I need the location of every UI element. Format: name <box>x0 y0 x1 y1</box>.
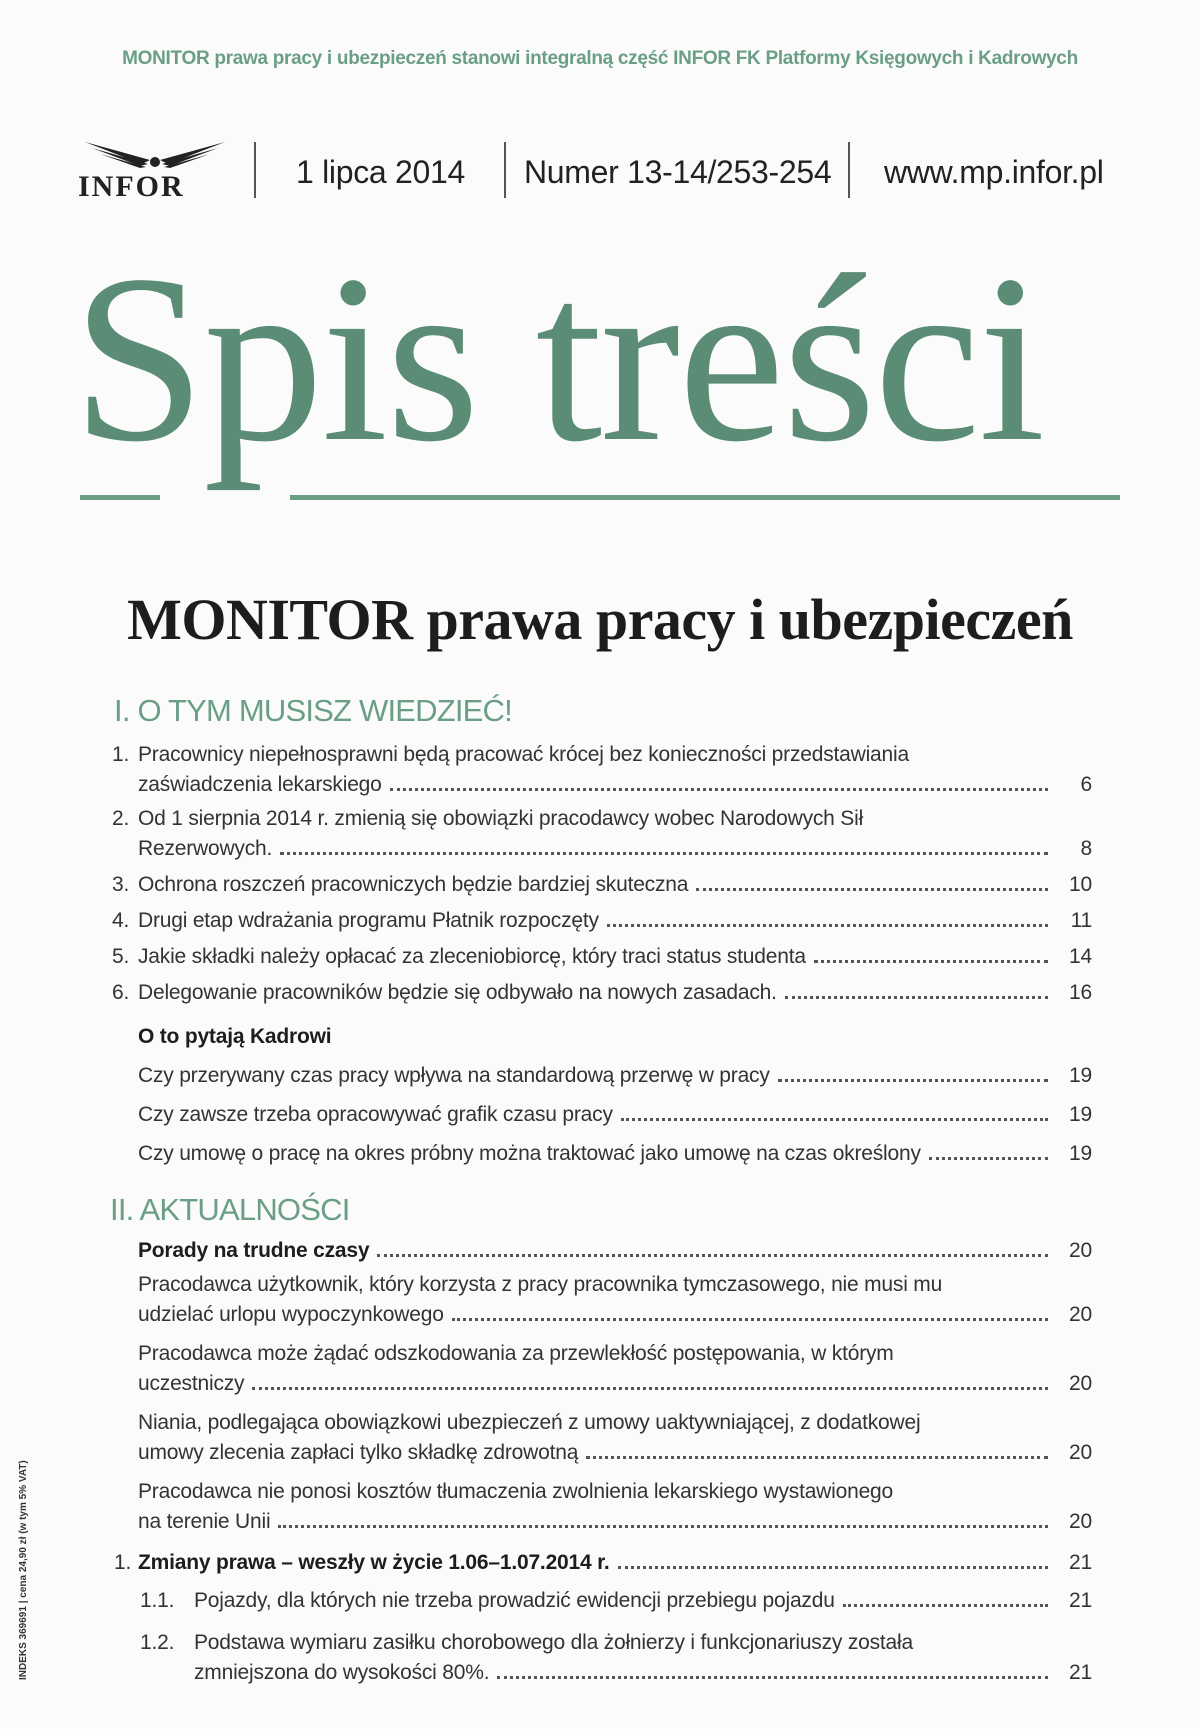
leader-dots <box>390 788 1048 791</box>
leader-dots <box>586 1456 1048 1459</box>
entry-title-line: Czy umowę o pracę na okres próbny można traktować jako umowę na czas określony <box>138 1142 921 1165</box>
entry-title-line: udzielać urlopu wypoczynkowego <box>138 1303 444 1326</box>
leader-dots <box>280 852 1048 855</box>
page-number: 21 <box>1069 1551 1092 1574</box>
table-of-contents <box>112 0 1092 1729</box>
index-price-note: INDEKS 369691 | cena 24,90 zł (w tym 5% VAT) <box>18 1460 29 1680</box>
page-number: 20 <box>1069 1372 1092 1395</box>
top-banner: MONITOR prawa pracy i ubezpieczeń stanowi integralną część INFOR FK Platformy Księgowych i Kadrowych <box>122 48 1078 69</box>
website-link[interactable]: www.mp.infor.pl <box>884 154 1104 190</box>
leader-dots <box>778 1079 1048 1082</box>
issue-number: Numer 13-14/253-254 <box>524 154 832 190</box>
page-number: 20 <box>1069 1303 1092 1326</box>
entry-number: 1. <box>112 743 130 766</box>
page-number: 21 <box>1069 1589 1092 1612</box>
leader-dots <box>929 1157 1048 1160</box>
entry-title-line: Jakie składki należy opłacać za zleceniobiorcę, który traci status studenta <box>138 945 806 968</box>
toc-entry[interactable] <box>112 1628 1092 1688</box>
entry-number: 1.2. <box>140 1631 175 1654</box>
entry-title-line: Pracodawca może żądać odszkodowania za przewlekłość postępowania, w którym <box>138 1342 894 1365</box>
toc-entry[interactable] <box>112 1477 1092 1537</box>
leader-dots <box>814 960 1048 963</box>
entry-title-line: Podstawa wymiaru zasiłku chorobowego dla żołnierzy i funkcjonariuszy została <box>194 1631 913 1654</box>
section-heading: I. O TYM MUSISZ WIEDZIEĆ! <box>114 693 512 728</box>
leader-dots <box>278 1525 1048 1528</box>
entry-number: 6. <box>112 981 130 1004</box>
entry-title-line: uczestniczy <box>138 1372 245 1395</box>
entry-title-line: Ochrona roszczeń pracowniczych będzie bardziej skuteczna <box>138 873 689 896</box>
issue-date: 1 lipca 2014 <box>296 154 465 190</box>
entry-title-line: Czy zawsze trzeba opracowywać grafik czasu pracy <box>138 1103 613 1126</box>
entry-title-line: Czy przerywany czas pracy wpływa na standardową przerwę w pracy <box>138 1064 770 1087</box>
entry-title-line: Pracownicy niepełnosprawni będą pracować krócej bez konieczności przedstawiania <box>138 743 909 766</box>
toc-entry[interactable] <box>112 978 1092 1008</box>
page-number: 10 <box>1069 873 1092 896</box>
toc-entry[interactable] <box>112 870 1092 900</box>
entry-title-line: Drugi etap wdrażania programu Płatnik rozpoczęty <box>138 909 599 932</box>
leader-dots <box>843 1604 1048 1607</box>
entry-title-line: Delegowanie pracowników będzie się odbywało na nowych zasadach. <box>138 981 777 1004</box>
toc-entry[interactable] <box>112 1408 1092 1468</box>
page-number: 21 <box>1069 1661 1092 1684</box>
toc-entry[interactable] <box>112 740 1092 800</box>
page-number: 19 <box>1069 1064 1092 1087</box>
toc-entry[interactable] <box>112 1139 1092 1169</box>
entry-title-line: Od 1 sierpnia 2014 r. zmienią się obowiązki pracodawcy wobec Narodowych Sił <box>138 807 864 830</box>
page-number: 6 <box>1080 773 1092 796</box>
entry-title-line: zaświadczenia lekarskiego <box>138 773 382 796</box>
entry-title-line: na terenie Unii <box>138 1510 271 1533</box>
page-number: 20 <box>1069 1441 1092 1464</box>
entry-title-line: Rezerwowych. <box>138 837 273 860</box>
entry-title-line: Pracodawca nie ponosi kosztów tłumaczenia zwolnienia lekarskiego wystawionego <box>138 1480 894 1503</box>
toc-entry[interactable] <box>112 1236 1092 1266</box>
leader-dots <box>497 1676 1048 1679</box>
leader-dots <box>252 1387 1048 1390</box>
toc-entry[interactable] <box>112 1100 1092 1130</box>
page-number: 20 <box>1069 1510 1092 1533</box>
toc-entry[interactable] <box>112 1548 1092 1578</box>
entry-title-line: zmniejszona do wysokości 80%. <box>194 1661 490 1684</box>
entry-number: 2. <box>112 807 130 830</box>
section-heading: II. AKTUALNOŚCI <box>110 1192 350 1227</box>
page-number: 14 <box>1069 945 1092 968</box>
entry-number: 3. <box>112 873 130 896</box>
leader-dots <box>696 888 1048 891</box>
entry-number: 1.1. <box>140 1589 175 1612</box>
toc-entry[interactable] <box>112 804 1092 864</box>
page-number: 19 <box>1069 1142 1092 1165</box>
entry-number: 1. <box>114 1551 132 1574</box>
logo-text: INFOR <box>78 170 185 203</box>
leader-dots <box>452 1318 1048 1321</box>
leader-dots <box>377 1254 1048 1257</box>
leader-dots <box>785 996 1048 999</box>
leader-dots <box>621 1118 1048 1121</box>
leader-dots <box>607 924 1048 927</box>
publication-title: MONITOR prawa pracy i ubezpieczeń <box>127 587 1073 652</box>
entry-title-line: umowy zlecenia zapłaci tylko składkę zdrowotną <box>138 1441 579 1464</box>
toc-entry[interactable] <box>112 1339 1092 1399</box>
page-number: 16 <box>1069 981 1092 1004</box>
leader-dots <box>618 1566 1048 1569</box>
page-number: 8 <box>1080 837 1092 860</box>
toc-entry[interactable] <box>112 1061 1092 1091</box>
page-number: 20 <box>1069 1239 1092 1262</box>
toc-entry[interactable] <box>112 906 1092 936</box>
entry-number: 5. <box>112 945 130 968</box>
entry-number: 4. <box>112 909 130 932</box>
toc-entry[interactable] <box>112 942 1092 972</box>
page-number: 19 <box>1069 1103 1092 1126</box>
page-number: 11 <box>1070 909 1092 932</box>
entry-title-line: Niania, podlegająca obowiązkowi ubezpieczeń z umowy uaktywniającej, z dodatkowej <box>138 1411 921 1434</box>
toc-entry[interactable] <box>112 1586 1092 1616</box>
page-title: Spis treści <box>72 225 1044 491</box>
toc-entry[interactable] <box>112 1270 1092 1330</box>
entry-title-line: Zmiany prawa – weszły w życie 1.06–1.07.2014 r. <box>138 1551 610 1574</box>
subsection-heading: O to pytają Kadrowi <box>138 1025 332 1048</box>
entry-title-line: Pojazdy, dla których nie trzeba prowadzić ewidencji przebiegu pojazdu <box>194 1589 835 1612</box>
entry-title-line: Pracodawca użytkownik, który korzysta z pracy pracownika tymczasowego, nie musi mu <box>138 1273 943 1296</box>
entry-title-line: Porady na trudne czasy <box>138 1239 370 1262</box>
